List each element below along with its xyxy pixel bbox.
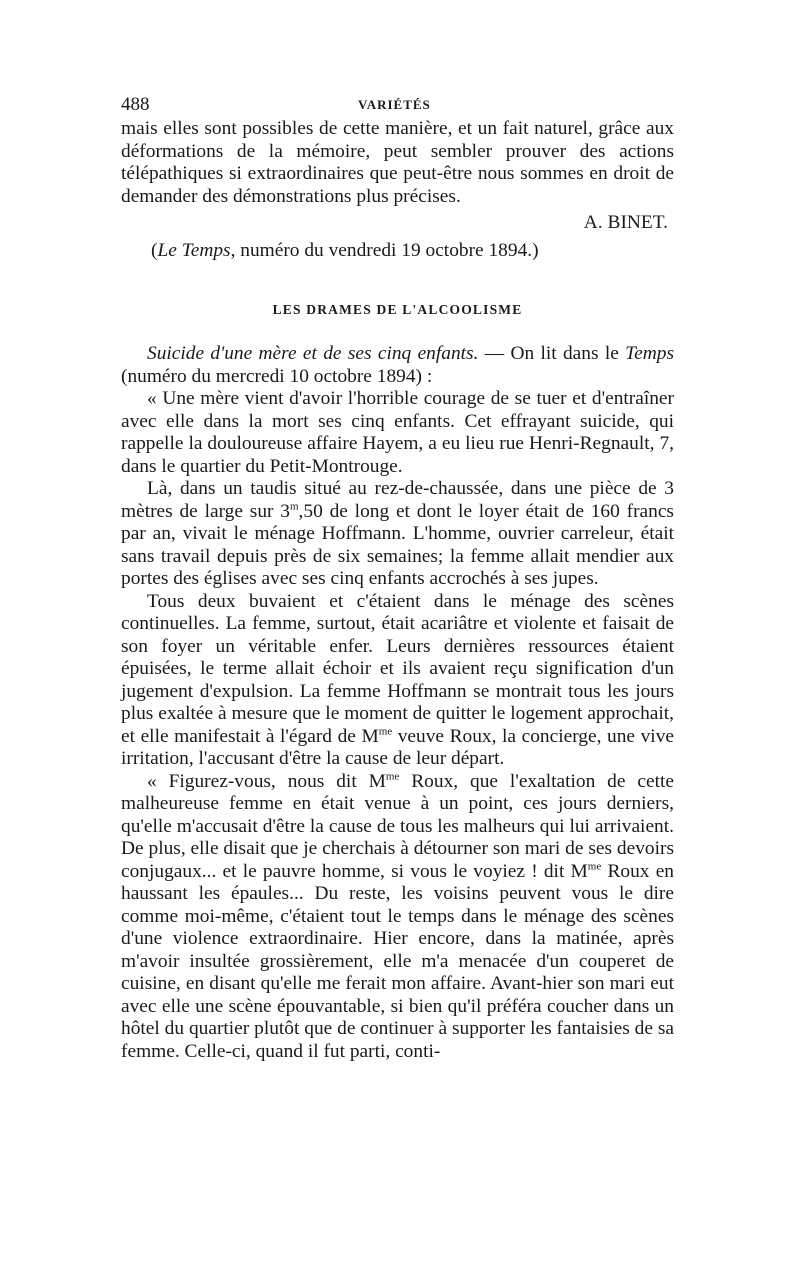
p4-part-a: « Figurez-vous, nous dit M [147, 770, 386, 792]
article-lead-paper: Temps [625, 343, 674, 364]
p4-superscript-1: me [385, 770, 400, 783]
source-paper: Le Temps [157, 240, 231, 261]
signature-initial: A. [583, 212, 603, 233]
p3-superscript: me [378, 725, 393, 738]
p2-part-b: ,50 de long et dont le loyer était de 160 francs par an, vivait le ménage Hoffmann. L'homme, ouvrier carreleur, était sans travail depuis près de six semaines; la femme allait mendier aux portes des églises avec ses cinq enfants accrochés à ses jupes. [121, 500, 674, 589]
p2-part-a: Là, dans un taudis situé au rez-de-chaussée, dans une pièce de 3 mètres de large sur 3 [121, 478, 674, 522]
article-paragraph-2 [121, 478, 674, 591]
page-number: 488 [121, 94, 150, 115]
p4-part-c: Roux en haussant les épaules... Du reste, les voisins peuvent vous le dire comme moi-même, c'étaient tout le temps dans le ménage des scènes d'une violence extraordinaire. Hier encore, dans la matinée, après m'avoir insultée grossièrement, elle m'a menacée d'un couperet de cuisine, en disant qu'elle me ferait mon affaire. Avant-hier son mari eut avec elle une scène épouvantable, si bien qu'il préféra coucher dans un hôtel du quartier plutôt que de continuer à supporter les fantaisies de sa femme. Celle-ci, quand il fut parti, conti- [121, 860, 674, 1062]
article-paragraph-4 [121, 771, 674, 1064]
article-lead [121, 343, 674, 388]
page-header [121, 94, 674, 118]
article-paragraph-1: « Une mère vient d'avoir l'horrible courage de se tuer et d'entraîner avec elle dans la mort ses cinq enfants. Cet effrayant suicide, qui rappelle la douloureuse affaire Hayem, a eu lieu rue Henri-Regnault, 7, dans le quartier du Petit-Montrouge. [121, 388, 674, 477]
p4-part-b: Roux, que l'exaltation de cette malheureuse femme en était venue à un point, ces jours derniers, qu'elle m'accusait d'être la cause de tous les malheurs qui lui arrivaient. De plus, elle disait que je cherchais à détourner son mari de ses devoirs conjugaux... et le pauvre homme, si vous le voyiez ! dit M [121, 770, 674, 882]
running-head: VARIÉTÉS [358, 97, 431, 112]
source-rest: , numéro du vendredi 19 octobre 1894.) [230, 240, 539, 261]
source-open: ( [151, 240, 158, 261]
p3-part-a: Tous deux buvaient et c'étaient dans le ménage des scènes continuelles. La femme, surtout, était acariâtre et violente et faisait de son foyer un véritable enfer. Leurs dernières ressources étaient épuisées, le terme allait échoir et ils avaient reçu signification d'un jugement d'expulsion. La femme Hoffmann se montrait tous les jours plus exaltée à mesure que le moment de quitter le logement approchait, et elle manifestait à l'égard de M [121, 590, 674, 747]
signature-name-rest: INET. [620, 212, 668, 233]
source-citation [151, 238, 674, 264]
article-paragraph-3 [121, 591, 674, 771]
p2-superscript: m [289, 500, 299, 513]
article-lead-tail: (numéro du mercredi 10 octobre 1894) : [121, 365, 433, 387]
article-lead-rest: — On lit dans le [478, 343, 626, 364]
document-page [121, 94, 674, 1063]
p3-part-b: veuve Roux, la concierge, une vive irritation, l'accusant d'être la cause de leur départ. [121, 725, 674, 769]
intro-paragraph: mais elles sont possibles de cette manière, et un fait naturel, grâce aux déformations de la mémoire, peut sembler prouver des actions télépathiques si extraordinaires que peut-être nous sommes en droit de demander des démonstrations plus précises. [121, 118, 674, 207]
signature-name-cap: B [607, 212, 621, 233]
p4-superscript-2: me [587, 860, 602, 873]
section-title: LES DRAMES DE L'ALCOOLISME [272, 302, 523, 317]
author-signature [121, 208, 674, 238]
article-lead-title: Suicide d'une mère et de ses cinq enfants. [147, 343, 479, 364]
